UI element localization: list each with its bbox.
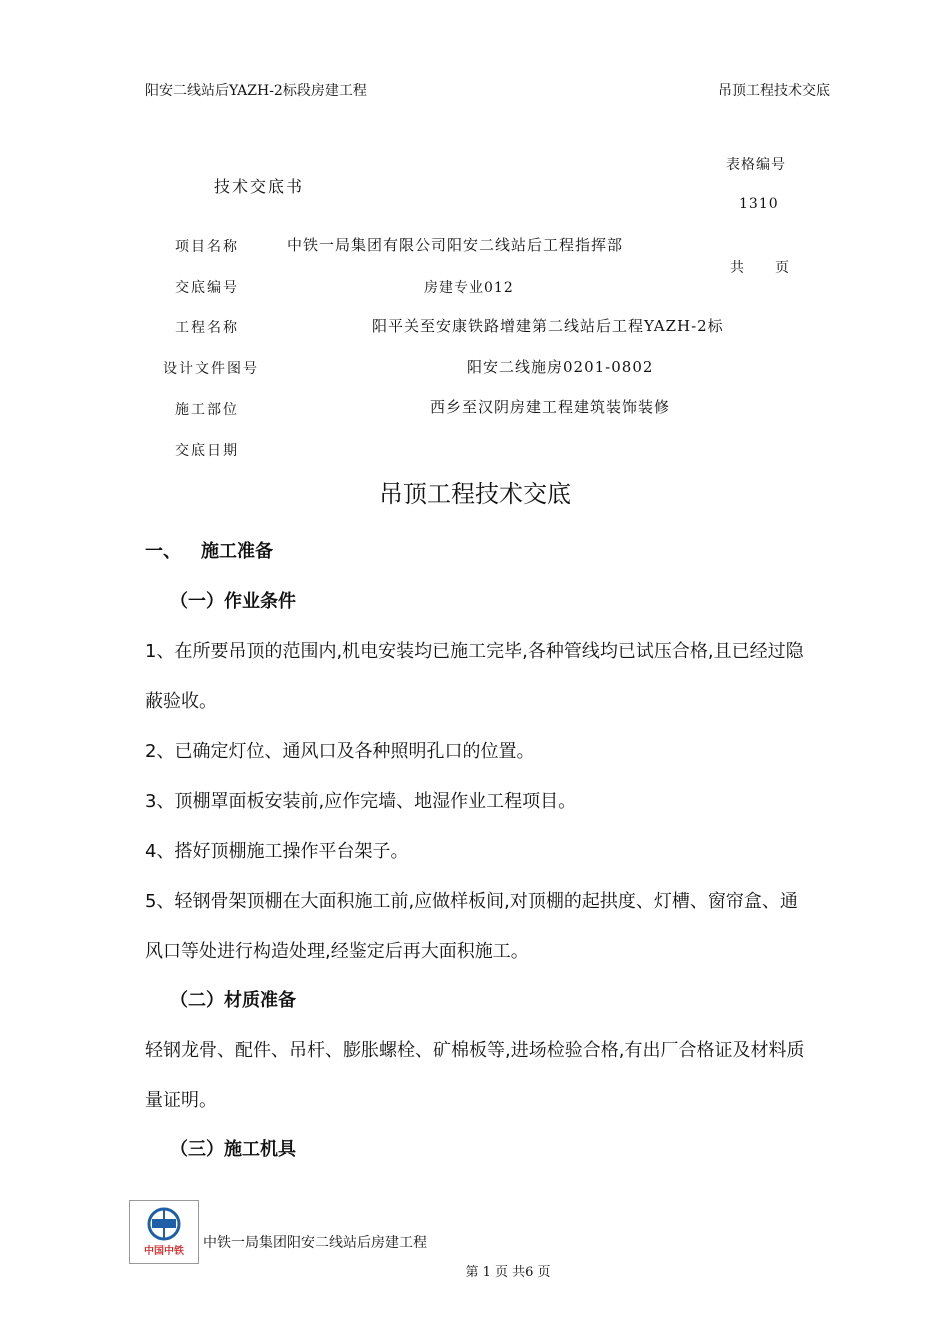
value-project-name: 中铁一局集团有限公司阳安二线站后工程指挥部 [287,236,624,254]
value-engineering-name: 阳平关至安康铁路增建第二线站后工程YAZH-2标 [372,317,724,335]
svg-text:中国中铁: 中国中铁 [144,1246,184,1257]
subsection-work-conditions: （一）作业条件 [170,591,296,612]
value-drawing-no: 阳安二线施房0201-0802 [467,358,654,376]
document-title: 吊顶工程技术交底 [379,480,571,508]
value-disclosure-no: 房建专业012 [424,280,514,296]
list-item: 3、顶棚罩面板安装前,应作完墙、地湿作业工程项目。 [145,791,577,812]
page-number: 第 1 页 共6 页 [465,1265,551,1280]
form-no-value: 1310 [739,196,779,212]
list-item: 风口等处进行构造处理,经鉴定后再大面积施工。 [145,941,529,962]
list-item: 2、已确定灯位、通风口及各种照明孔口的位置。 [145,741,535,762]
label-construction-part: 施工部位 [175,402,239,418]
pages-label: 共 页 [730,260,790,276]
form-no-label: 表格编号 [726,157,786,173]
company-logo [129,1200,199,1264]
label-engineering-name: 工程名称 [175,320,239,336]
materials-line: 轻钢龙骨、配件、吊杆、膨胀螺栓、矿棉板等,进场检验合格,有出厂合格证及材料质 [145,1040,805,1061]
footer-company: 中铁一局集团阳安二线站后房建工程 [203,1235,427,1251]
subsection-materials: （二）材质准备 [170,990,296,1011]
list-item: 1、在所要吊顶的范围内,机电安装均已施工完毕,各种管线均已试压合格,且已经过隐 [145,641,804,662]
label-disclosure-no: 交底编号 [175,280,239,296]
list-item: 5、轻钢骨架顶棚在大面积施工前,应做样板间,对顶棚的起拱度、灯槽、窗帘盒、通 [145,891,798,912]
list-item: 4、搭好顶棚施工操作平台架子。 [145,841,409,862]
section-number: 一、 [145,541,181,562]
label-drawing-no: 设计文件图号 [163,361,259,377]
subsection-tools: （三）施工机具 [170,1139,296,1160]
section-title: 施工准备 [201,541,273,562]
label-project-name: 项目名称 [175,239,239,255]
list-item: 蔽验收。 [145,691,217,712]
form-title: 技术交底书 [214,177,305,196]
label-disclosure-date: 交底日期 [175,443,239,459]
header-right: 吊顶工程技术交底 [718,83,830,99]
materials-line: 量证明。 [145,1090,217,1111]
header-left: 阳安二线站后YAZH-2标段房建工程 [145,83,367,99]
value-construction-part: 西乡至汉阴房建工程建筑装饰装修 [430,398,671,416]
